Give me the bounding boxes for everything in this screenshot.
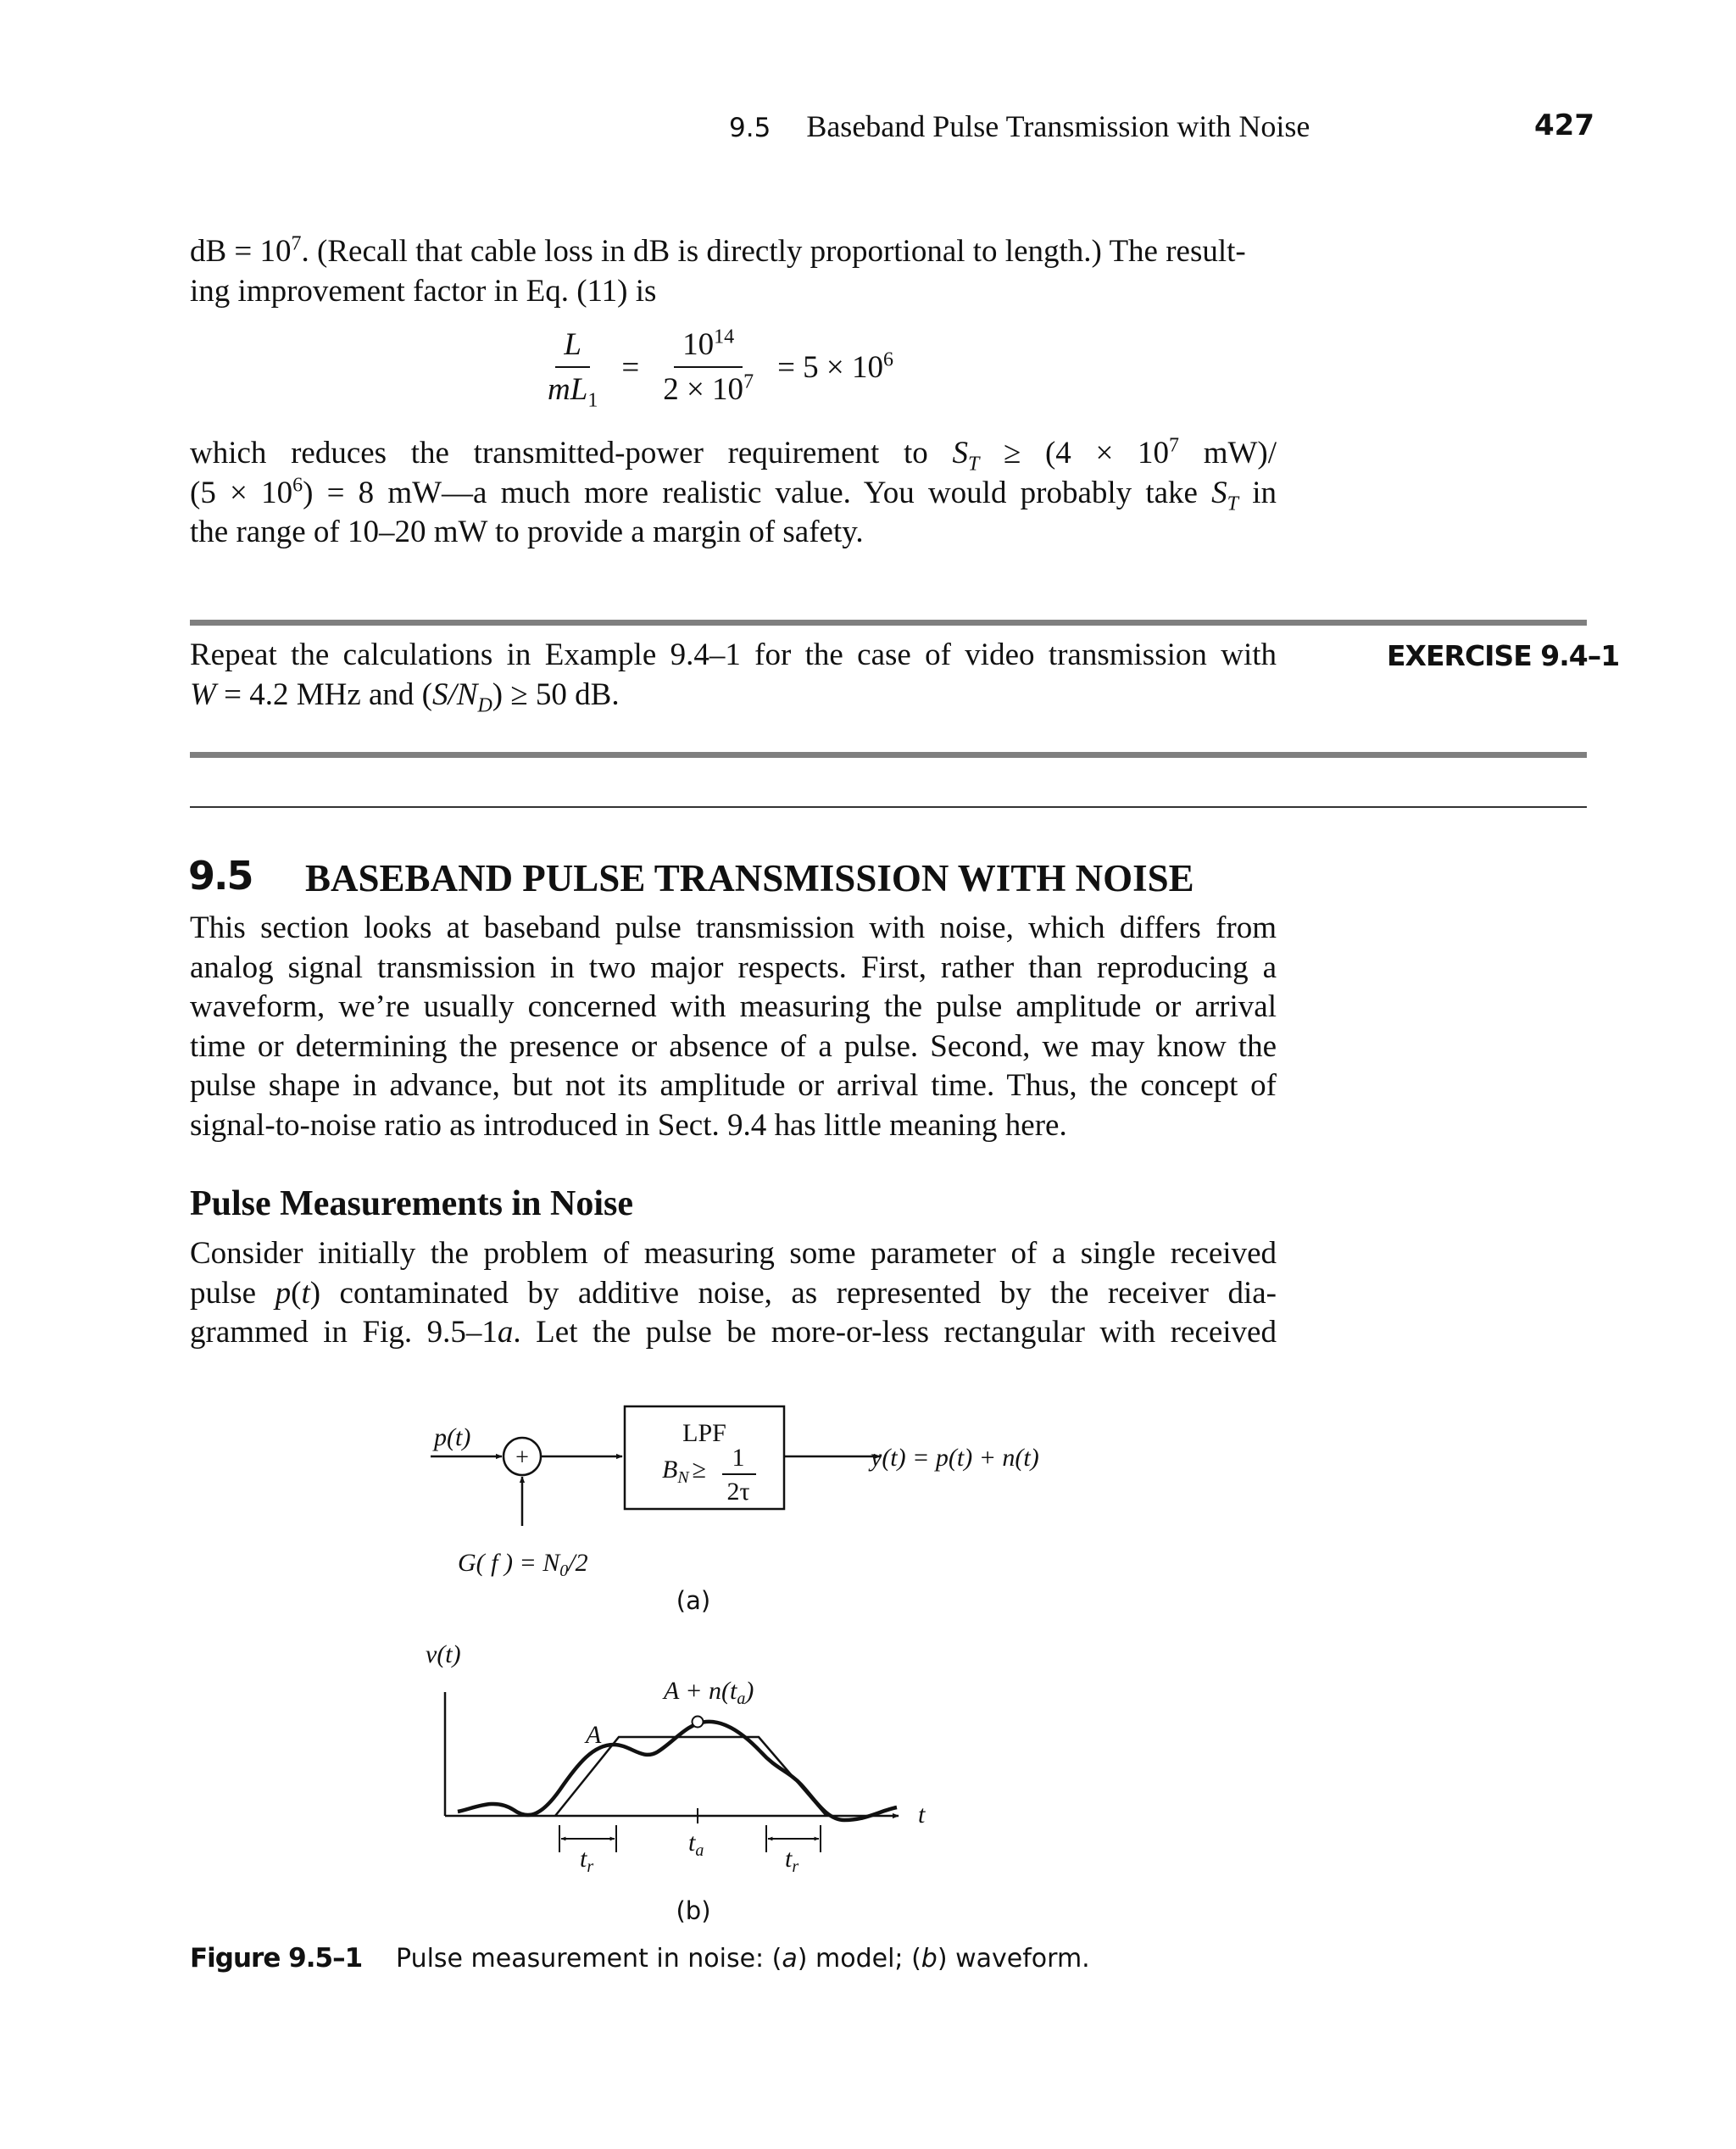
- output-label: y(t) = p(t) + n(t): [871, 1444, 1039, 1472]
- exercise-label: EXERCISE 9.4–1: [1387, 639, 1620, 672]
- figure-caption-label: Figure 9.5–1: [190, 1943, 363, 1974]
- page-number: 427: [1534, 109, 1594, 142]
- waveform-plot: [445, 1692, 899, 1852]
- block-diagram: [431, 1406, 880, 1526]
- ta-label: $t_a$: [688, 1829, 704, 1860]
- equation-rhs: = $5 \times 10^6$: [777, 348, 894, 385]
- noisy-pulse: [458, 1722, 897, 1820]
- lpf-bandwidth: $B_N$ ≥: [662, 1456, 707, 1487]
- peak-label: $A + n(t_a)$: [664, 1677, 754, 1708]
- figure-caption-text: Pulse measurement in noise: (a) model; (b) waveform.: [396, 1944, 1090, 1974]
- section-paragraph: This section looks at baseband pulse transmission with noise, which differs from analog signal transmission in two major respects. First, rather than reproducing a waveform, we’re usually concerned with measuring the pulse amplitude or arrival time or determining the presence or absence of a pulse. Second, we may know the pulse shape in advance, but not its amplitude or arrival time. Thus, the concept of signal-to-noise ratio as introduced in Sect. 9.4 has little meaning here.: [190, 910, 1277, 1143]
- panel-a-label: (a): [676, 1586, 711, 1615]
- waveform-y-label: v(t): [426, 1640, 461, 1668]
- input-label: p(t): [434, 1423, 471, 1451]
- intro-line-1: dB = $10^7$. (Recall that cable loss in dB is directly proportional to length.) The result-: [190, 232, 1246, 269]
- amplitude-label: A: [586, 1721, 602, 1749]
- noise-psd-label: G( f ) = $N_0/2$: [458, 1549, 588, 1580]
- exercise-text: Repeat the calculations in Example 9.4–1 for the case of video transmission with W = 4.2 MHz and $(S/N_D) \ge 50$ dB.: [190, 637, 1277, 716]
- lpf-frac-den: 2τ: [726, 1478, 750, 1506]
- section-title: BASEBAND PULSE TRANSMISSION WITH NOISE: [305, 857, 1194, 899]
- equation-fraction-lhs: $\frac{L}{mL_1}$: [548, 327, 598, 412]
- subsection-paragraph: Consider initially the problem of measuring some parameter of a single received pulse p(t) contaminated by additive noise, as represented by the receiver dia- grammed in Fig. 9.5–1a. Let the pulse be more-or-less rectangular with received: [190, 1236, 1277, 1350]
- header-section-title: Baseband Pulse Transmission with Noise: [806, 109, 1310, 143]
- result-paragraph: which reduces the transmitted-power requirement to $S_T \ge (4 \times 10^7$ mW)/ $(5 \times 10^6) = 8$ mW—a much more realistic value. You would probably take $S_T$ in the range of 10–20 mW to provide a margin of safety.: [190, 434, 1277, 549]
- lpf-title: LPF: [682, 1419, 726, 1447]
- time-axis-label: t: [918, 1801, 926, 1829]
- summing-plus: +: [515, 1445, 529, 1471]
- lpf-frac-num: 1: [732, 1444, 745, 1472]
- header-section-ref: 9.5: [729, 113, 771, 143]
- panel-b-label: (b): [676, 1896, 711, 1925]
- sample-point: [693, 1717, 704, 1728]
- tr-right-label: $t_r$: [785, 1845, 799, 1876]
- tr-left-label: $t_r$: [580, 1845, 594, 1876]
- equation-fraction-mid: $\frac{10^{14}}{2 \times 10^7}$: [663, 326, 754, 407]
- intro-line-2: ing improvement factor in Eq. (11) is: [190, 273, 657, 309]
- section-number: 9.5: [188, 853, 253, 899]
- improvement-equation: $\frac{L}{mL_1}$ = $\frac{10^{14}}{2 \times 10^7}$ = $5 \times 10^6$: [539, 326, 893, 408]
- subsection-title: Pulse Measurements in Noise: [190, 1184, 634, 1223]
